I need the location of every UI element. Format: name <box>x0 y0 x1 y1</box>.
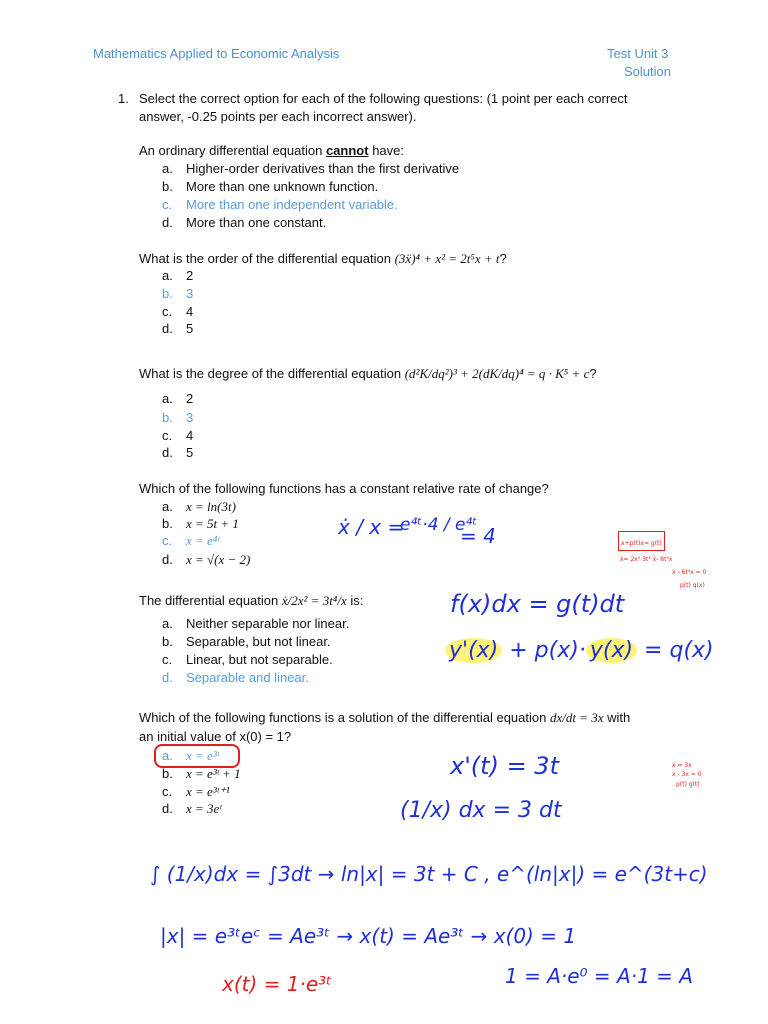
tiny-note: ẋ - 6t⁴x = 0 <box>672 569 707 576</box>
stem-equation: (3ẍ)⁴ + x² = 2t⁵x + t <box>394 251 500 266</box>
option-text-correct: Separable and linear. <box>186 670 309 685</box>
option-letter-correct: a. <box>162 748 173 763</box>
option-text: 2 <box>186 268 194 283</box>
tiny-note: ẋ - 3x = 0 <box>672 771 702 778</box>
handwritten-particular-solution: x(t) = 1·e³ᵗ <box>222 972 333 996</box>
option-text: Linear, but not separable. <box>186 652 333 667</box>
option-letter: b. <box>162 179 173 194</box>
option-letter-correct: d. <box>162 670 173 685</box>
stem-equation: ẋ/2x² = 3t⁴/x <box>281 593 347 608</box>
option-letter: a. <box>162 499 173 514</box>
option-text: x = √(x − 2) <box>186 552 251 567</box>
stem-emphasis: cannot <box>325 143 369 158</box>
tiny-note: p(t) q(x) <box>680 582 705 589</box>
stem-text: An ordinary differential equation <box>139 143 326 158</box>
option-text-correct: 3 <box>186 410 194 425</box>
handwritten-derivative: x'(t) = 3t <box>450 752 559 780</box>
header-course-title: Mathematics Applied to Economic Analysis <box>93 46 340 61</box>
tiny-note: ẋ = 3x <box>672 762 692 769</box>
option-letter-correct: c. <box>162 197 173 212</box>
option-letter: d. <box>162 215 173 230</box>
option-letter-correct: b. <box>162 410 173 425</box>
subquestion-5-stem <box>139 592 363 610</box>
option-text-correct: 3 <box>186 286 194 301</box>
handwritten-relative-rate-lhs: ẋ / x = <box>338 515 405 539</box>
subquestion-4-stem: Which of the following functions has a constant relative rate of change? <box>139 481 549 496</box>
option-text-correct: More than one independent variable. <box>186 197 398 212</box>
handwritten-constant-solve: 1 = A·e⁰ = A·1 = A <box>505 964 693 988</box>
handwritten-general-solution: |x| = e³ᵗeᶜ = Ae³ᵗ → x(t) = Ae³ᵗ → x(0) = 1 <box>160 924 577 948</box>
option-text: x = e³ᵗ + 1 <box>186 766 241 781</box>
option-text: Separable, but not linear. <box>186 634 331 649</box>
option-letter: c. <box>162 304 173 319</box>
stem-text: What is the degree of the differential equation <box>139 366 405 381</box>
question-number: 1. <box>118 91 129 106</box>
option-text: x = 5t + 1 <box>186 516 239 531</box>
highlighted-term: y'(x) <box>445 638 502 663</box>
header-solution: Solution <box>624 64 671 79</box>
option-text: 5 <box>186 445 194 460</box>
option-letter: a. <box>162 161 173 176</box>
option-letter: a. <box>162 391 173 406</box>
option-letter: a. <box>162 616 173 631</box>
handwritten-term: = q(x) <box>637 638 714 663</box>
option-text: Higher-order derivatives than the first derivative <box>186 161 460 176</box>
handwritten-separation: (1/x) dx = 3 dt <box>400 798 562 823</box>
stem-text-end: ? <box>589 366 597 381</box>
option-text: 2 <box>186 391 194 406</box>
option-letter: a. <box>162 268 173 283</box>
option-letter: d. <box>162 801 173 816</box>
tiny-note: ẋ= 2x⁵ 3t⁴ ẋ- 6t⁴x <box>620 556 673 563</box>
option-letter-correct: c. <box>162 533 173 548</box>
handwritten-linear-form <box>445 638 714 663</box>
stem-text-end: have: <box>368 143 404 158</box>
option-text: More than one constant. <box>186 215 327 230</box>
option-text-correct: x = e⁴ᵗ <box>186 533 220 548</box>
option-letter: d. <box>162 552 173 567</box>
option-letter-correct: b. <box>162 286 173 301</box>
subquestion-3-stem <box>139 365 597 383</box>
tiny-note-box <box>618 531 665 551</box>
subquestion-6-stem-line2: an initial value of x(0) = 1? <box>139 729 292 744</box>
option-text: x = 3eᵗ <box>186 801 222 816</box>
tiny-note: p(t) g(t) <box>676 781 700 788</box>
question-intro-line1: Select the correct option for each of the following questions: (1 point per each correct <box>139 91 628 106</box>
option-letter: d. <box>162 445 173 460</box>
stem-text-end: with <box>603 710 631 725</box>
handwritten-separable-form: f(x)dx = g(t)dt <box>450 590 625 618</box>
subquestion-2-stem <box>139 250 507 268</box>
tiny-note: x+p(t)x= g(t) <box>621 540 662 547</box>
subquestion-6-stem <box>139 709 630 727</box>
stem-text: What is the order of the differential equation <box>139 251 395 266</box>
subquestion-1-stem <box>139 142 404 160</box>
handwritten-term: + p(x)· <box>502 638 586 663</box>
stem-text-end: is: <box>346 593 364 608</box>
option-text: 4 <box>186 304 194 319</box>
handwritten-relative-rate-result: = 4 <box>460 524 496 548</box>
option-text: 4 <box>186 428 194 443</box>
option-text: More than one unknown function. <box>186 179 379 194</box>
highlighted-term: y(x) <box>586 638 637 663</box>
option-text: Neither separable nor linear. <box>186 616 350 631</box>
stem-text: Which of the following functions is a solution of the differential equation <box>139 710 550 725</box>
option-letter: d. <box>162 321 173 336</box>
option-letter: c. <box>162 428 173 443</box>
option-text: x = ln(3t) <box>186 499 236 514</box>
option-letter: b. <box>162 516 173 531</box>
stem-text: The differential equation <box>139 593 282 608</box>
stem-equation: (d²K/dq²)³ + 2(dK/dq)⁴ = q · K⁵ + c <box>404 366 590 381</box>
option-letter: b. <box>162 634 173 649</box>
option-letter: c. <box>162 784 173 799</box>
option-letter: c. <box>162 652 173 667</box>
header-test-unit: Test Unit 3 <box>607 46 669 61</box>
option-text: 5 <box>186 321 194 336</box>
handwritten-integration: ∫ (1/x)dx = ∫3dt → ln|x| = 3t + C , e^(ln|x|) = e^(3t+c) <box>150 862 708 886</box>
option-letter: b. <box>162 766 173 781</box>
stem-text-end: ? <box>499 251 507 266</box>
handwritten-relative-rate-fraction: e⁴ᵗ·4 / e⁴ᵗ <box>400 515 478 535</box>
question-intro-line2: answer, -0.25 points per each incorrect answer). <box>139 109 417 124</box>
stem-equation: dx/dt = 3x <box>549 710 604 725</box>
option-text-correct: x = e³ᵗ <box>186 748 219 763</box>
option-text: x = e³ᵗ⁺¹ <box>186 784 230 799</box>
